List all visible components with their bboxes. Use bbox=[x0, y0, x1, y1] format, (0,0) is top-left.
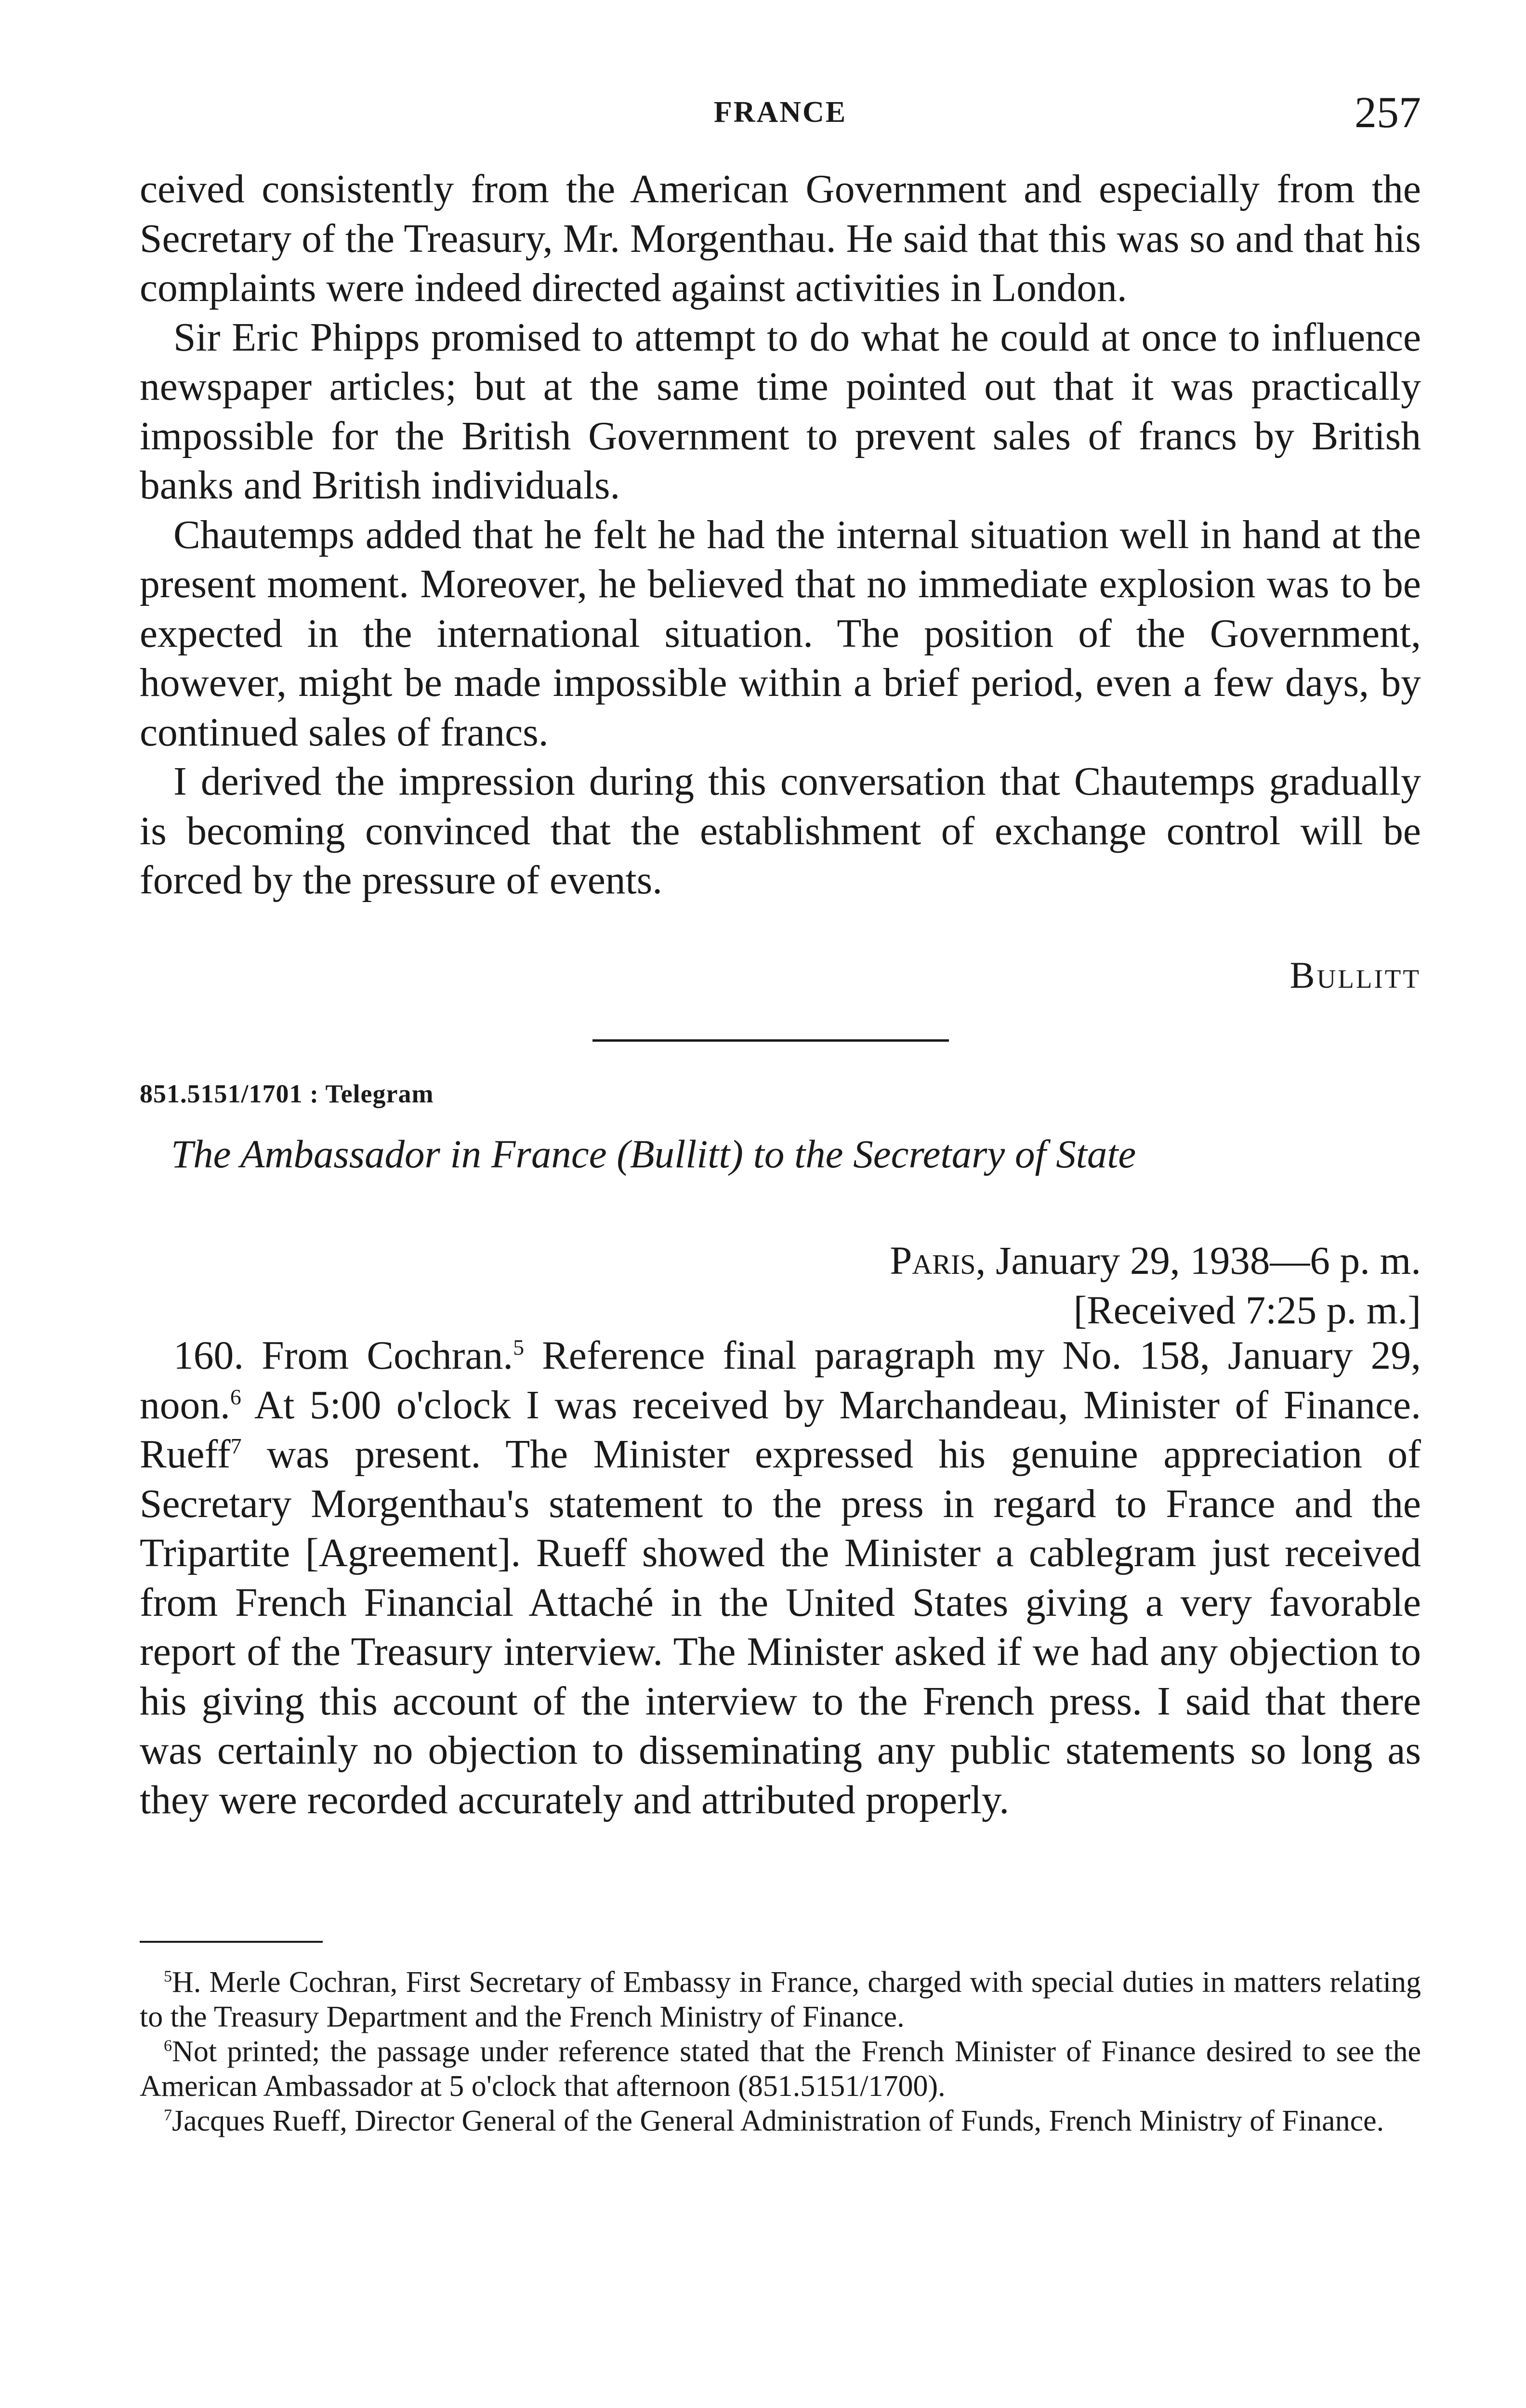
running-header bbox=[140, 87, 1421, 144]
page-number: 257 bbox=[1355, 88, 1421, 137]
telegram-body bbox=[140, 1331, 1421, 1825]
footnote-marker: 5 bbox=[164, 1967, 172, 1986]
dateline bbox=[890, 1236, 1421, 1335]
dateline-place: Paris bbox=[890, 1238, 976, 1283]
footnote-marker: 6 bbox=[164, 2037, 172, 2055]
dateline-date: , January 29, 1938—6 p. m. bbox=[975, 1238, 1421, 1283]
signature: Bullitt bbox=[1289, 954, 1421, 996]
dateline-received: [Received 7:25 p. m.] bbox=[1073, 1288, 1421, 1332]
document-heading: The Ambassador in France (Bullitt) to the Secretary of State bbox=[171, 1132, 1136, 1176]
paragraph: I derived the impression during this conversation that Chautemps gradually is becoming convinced that the establishment of exchange control will be forced by the pressure of events. bbox=[140, 759, 1421, 903]
file-reference: 851.5151/1701 : Telegram bbox=[140, 1079, 434, 1108]
footnote bbox=[140, 2034, 1421, 2104]
dateline-place-date bbox=[890, 1236, 1421, 1285]
section-divider bbox=[592, 1039, 949, 1042]
continued-text bbox=[140, 165, 1421, 905]
footnote bbox=[140, 1965, 1421, 2034]
running-title: FRANCE bbox=[713, 96, 847, 129]
paragraph: Chautemps added that he felt he had the internal situation well in hand at the present moment. Moreover, he believed that no immediate explosion was to be expected in the international situation. The position of the Government, however, might be made impossible within a brief period, even a few days, by continued sales of francs. bbox=[140, 512, 1421, 755]
footnote-ref: 6 bbox=[230, 1384, 241, 1409]
body-text: 160. From Cochran. bbox=[173, 1334, 513, 1378]
paragraph: ceived consistently from the American Government and especially from the Secretary of the Treasury, Mr. Morgenthau. He said that this was so and that his complaints were indeed directed against activities in London. bbox=[140, 167, 1421, 310]
paragraph: Sir Eric Phipps promised to attempt to do what he could at once to influence newspaper articles; but at the same time pointed out that it was practically impossible for the British Government to prevent sales of francs by British banks and British individuals. bbox=[140, 315, 1421, 508]
footnote bbox=[140, 2104, 1421, 2138]
body-text: was present. The Minister expressed his genuine appreciation of Secretary Morgenthau's statement to the press in regard to France and the Tripartite [Agreement]. Rueff showed the Minister a cablegram just received from French Financial Attaché in the United States giving a very favorable report of the Treasury interview. The Minister asked if we had any objection to his giving this account of the interview to the French press. I said that there was certainly no objection to disseminating any public statements so long as they were recorded accurately and attributed properly. bbox=[140, 1432, 1421, 1822]
footnote-text: Not printed; the passage under reference stated that the French Minister of Finance desired to see the American Ambassador at 5 o'clock that afternoon (851.5151/1700). bbox=[140, 2035, 1421, 2103]
footnote-divider bbox=[140, 1941, 323, 1943]
telegram-paragraph bbox=[140, 1331, 1421, 1825]
footnotes bbox=[140, 1965, 1421, 2138]
footnote-ref: 7 bbox=[230, 1434, 242, 1459]
footnote-ref: 5 bbox=[513, 1335, 525, 1360]
footnote-text: H. Merle Cochran, First Secretary of Embassy in France, charged with special duties in matters relating to the Treasury Department and the French Ministry of Finance. bbox=[140, 1966, 1421, 2033]
footnote-marker: 7 bbox=[164, 2106, 172, 2124]
body-text: Reference final paragraph my No. 158, January 29, noon. bbox=[140, 1334, 1421, 1427]
body-text: At 5:00 o'clock I was received by Marchandeau, Minister of Finance. Rueff bbox=[140, 1383, 1421, 1477]
footnote-text: Jacques Rueff, Director General of the General Administration of Funds, French Ministry of Finance. bbox=[172, 2105, 1384, 2137]
